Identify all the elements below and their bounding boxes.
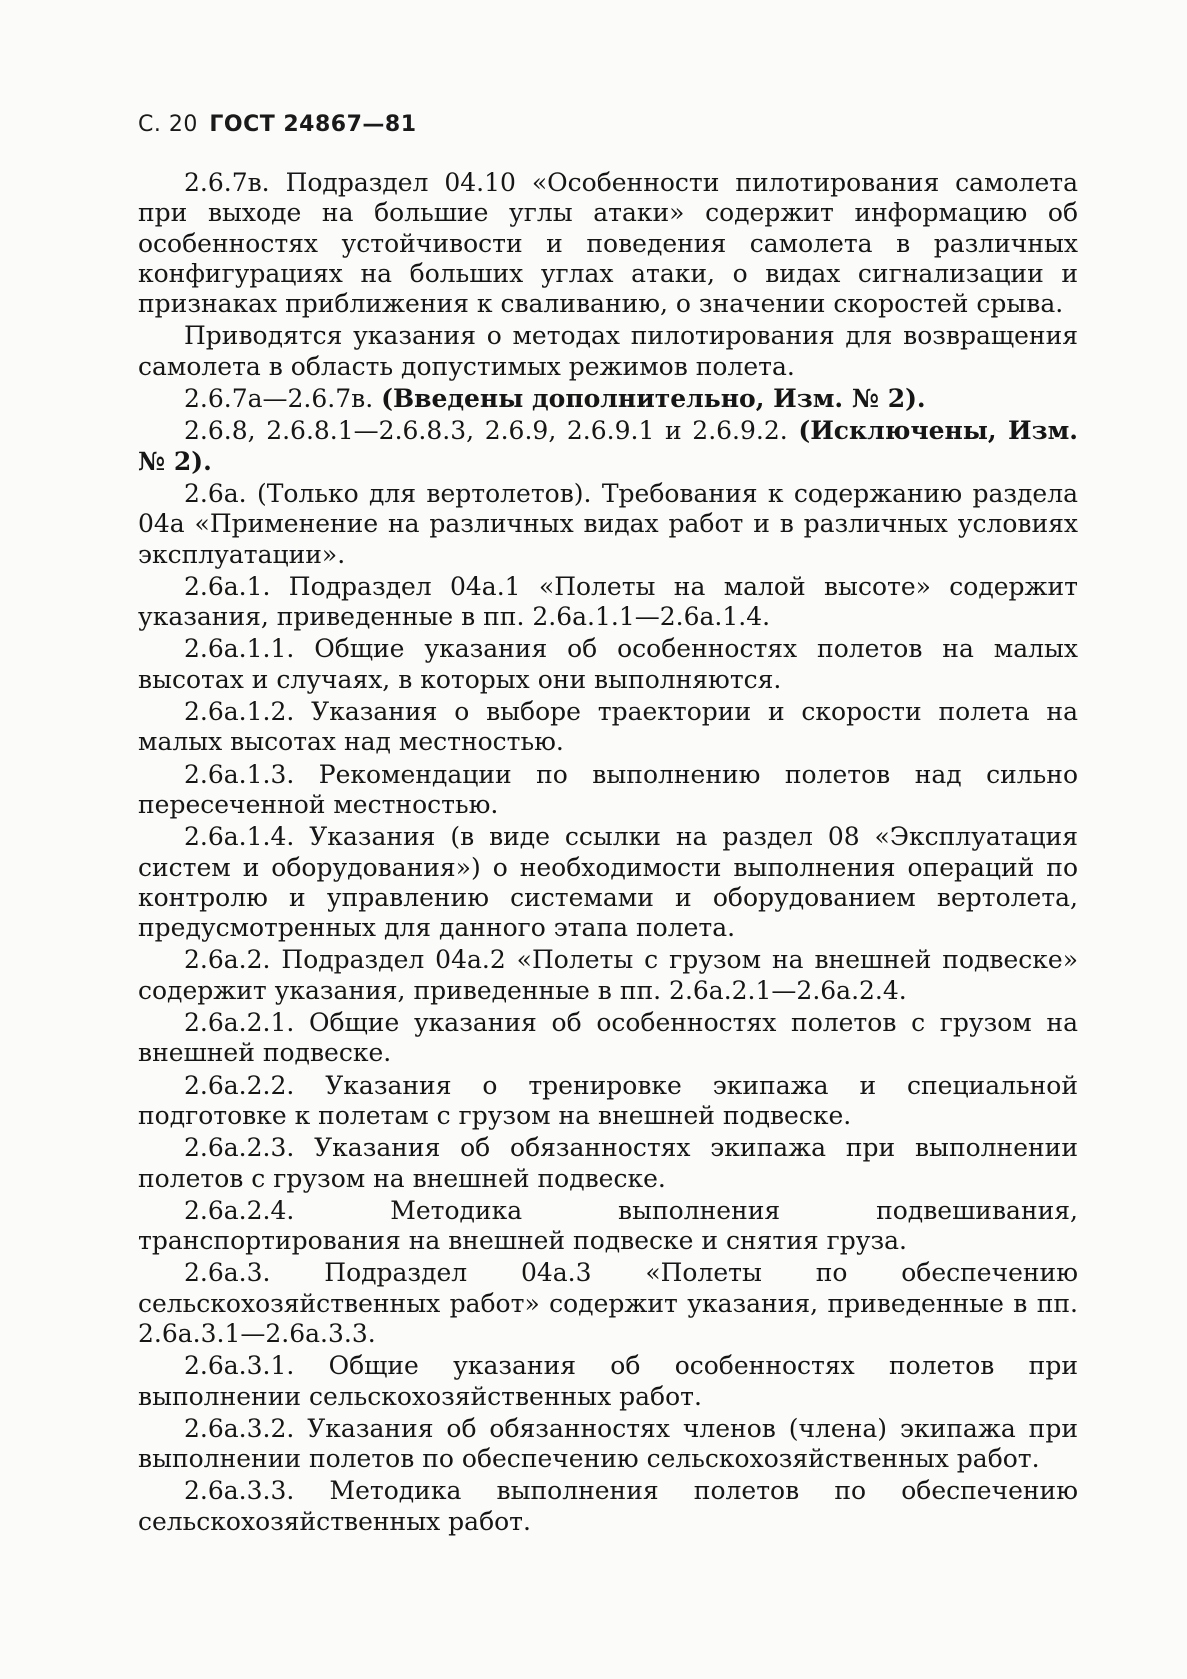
paragraph-2-6a-3: 2.6а.3. Подраздел 04а.3 «Полеты по обеспечению сельскохозяйственных работ» содержит указания, приведенные в пп. 2.6а.3.1—2.6а.3.3. xyxy=(138,1258,1078,1348)
paragraph-2-6a-1-3: 2.6а.1.3. Рекомендации по выполнению полетов над сильно пересеченной местностью. xyxy=(138,759,1078,819)
paragraph-2-6-7v: 2.6.7в. Подраздел 04.10 «Особенности пилотирования самолета при выходе на большие углы атаки» содержит информацию об особенностях устойчивости и поведения самолета в различных конфигурациях на больших углах атаки, о видах сигнализации и признаках приближения к сваливанию, о значении скоростей срыва. xyxy=(138,168,1078,319)
paragraph-2-6a-1: 2.6а.1. Подраздел 04а.1 «Полеты на малой высоте» содержит указания, приведенные в пп. 2.6а.1.1—2.6а.1.4. xyxy=(138,571,1078,632)
paragraph-2-6a-2-4: 2.6а.2.4. Методика выполнения подвешивания, транспортирования на внешней подвеске и снятия груза. xyxy=(138,1195,1078,1256)
paragraph-2-6a-2-3: 2.6а.2.3. Указания об обязанностях экипажа при выполнении полетов с грузом на внешней подвеске. xyxy=(138,1133,1078,1193)
paragraph-amendment-introduced xyxy=(138,384,1078,414)
paragraph-2-6a-3-1: 2.6а.3.1. Общие указания об особенностях полетов при выполнении сельскохозяйственных работ. xyxy=(138,1351,1078,1411)
paragraph-2-6a-2-2: 2.6а.2.2. Указания о тренировке экипажа и специальной подготовке к полетам с грузом на внешней подвеске. xyxy=(138,1070,1078,1130)
page-header xyxy=(138,112,417,137)
paragraph-2-6a-1-4: 2.6а.1.4. Указания (в виде ссылки на раздел 08 «Эксплуатация систем и оборудования») о необходимости выполнения операций по контролю и управлению системами и оборудованием вертолета, предусмотренных для данного этапа полета. xyxy=(138,822,1078,943)
paragraph-methods: Приводятся указания о методах пилотирования для возвращения самолета в область допустимых режимов полета. xyxy=(138,321,1078,381)
document-body xyxy=(138,168,1078,1539)
paragraph-2-6a-1-2: 2.6а.1.2. Указания о выборе траектории и скорости полета на малых высотах над местностью. xyxy=(138,697,1078,757)
excluded-note: (Исключены, Изм. № 2). xyxy=(138,416,1079,476)
paragraph-2-6a-2: 2.6а.2. Подраздел 04а.2 «Полеты с грузом на внешней подвеске» содержит указания, приведенные в пп. 2.6а.2.1—2.6а.2.4. xyxy=(138,945,1078,1005)
excluded-ref: 2.6.8, 2.6.8.1—2.6.8.3, 2.6.9, 2.6.9.1 и 2.6.9.2. xyxy=(184,416,799,446)
paragraph-amendment-excluded xyxy=(138,416,1078,477)
page-number: С. 20 xyxy=(138,112,198,137)
amendment-note: (Введены дополнительно, Изм. № 2). xyxy=(381,384,926,414)
paragraph-2-6a-1-1: 2.6а.1.1. Общие указания об особенностях полетов на малых высотах и случаях, в которых они выполняются. xyxy=(138,634,1078,694)
paragraph-2-6a: 2.6а. (Только для вертолетов). Требования к содержанию раздела 04а «Применение на различных видах работ и в различных условиях эксплуатации». xyxy=(138,478,1078,569)
standard-code: ГОСТ 24867—81 xyxy=(209,112,417,137)
amendment-ref: 2.6.7а—2.6.7в. xyxy=(184,384,382,414)
paragraph-2-6a-3-2: 2.6а.3.2. Указания об обязанностях членов (члена) экипажа при выполнении полетов по обеспечению сельскохозяйственных работ. xyxy=(138,1413,1078,1474)
paragraph-2-6a-3-3: 2.6а.3.3. Методика выполнения полетов по обеспечению сельскохозяйственных работ. xyxy=(138,1476,1078,1536)
paragraph-2-6a-2-1: 2.6а.2.1. Общие указания об особенностях полетов с грузом на внешней подвеске. xyxy=(138,1008,1078,1068)
